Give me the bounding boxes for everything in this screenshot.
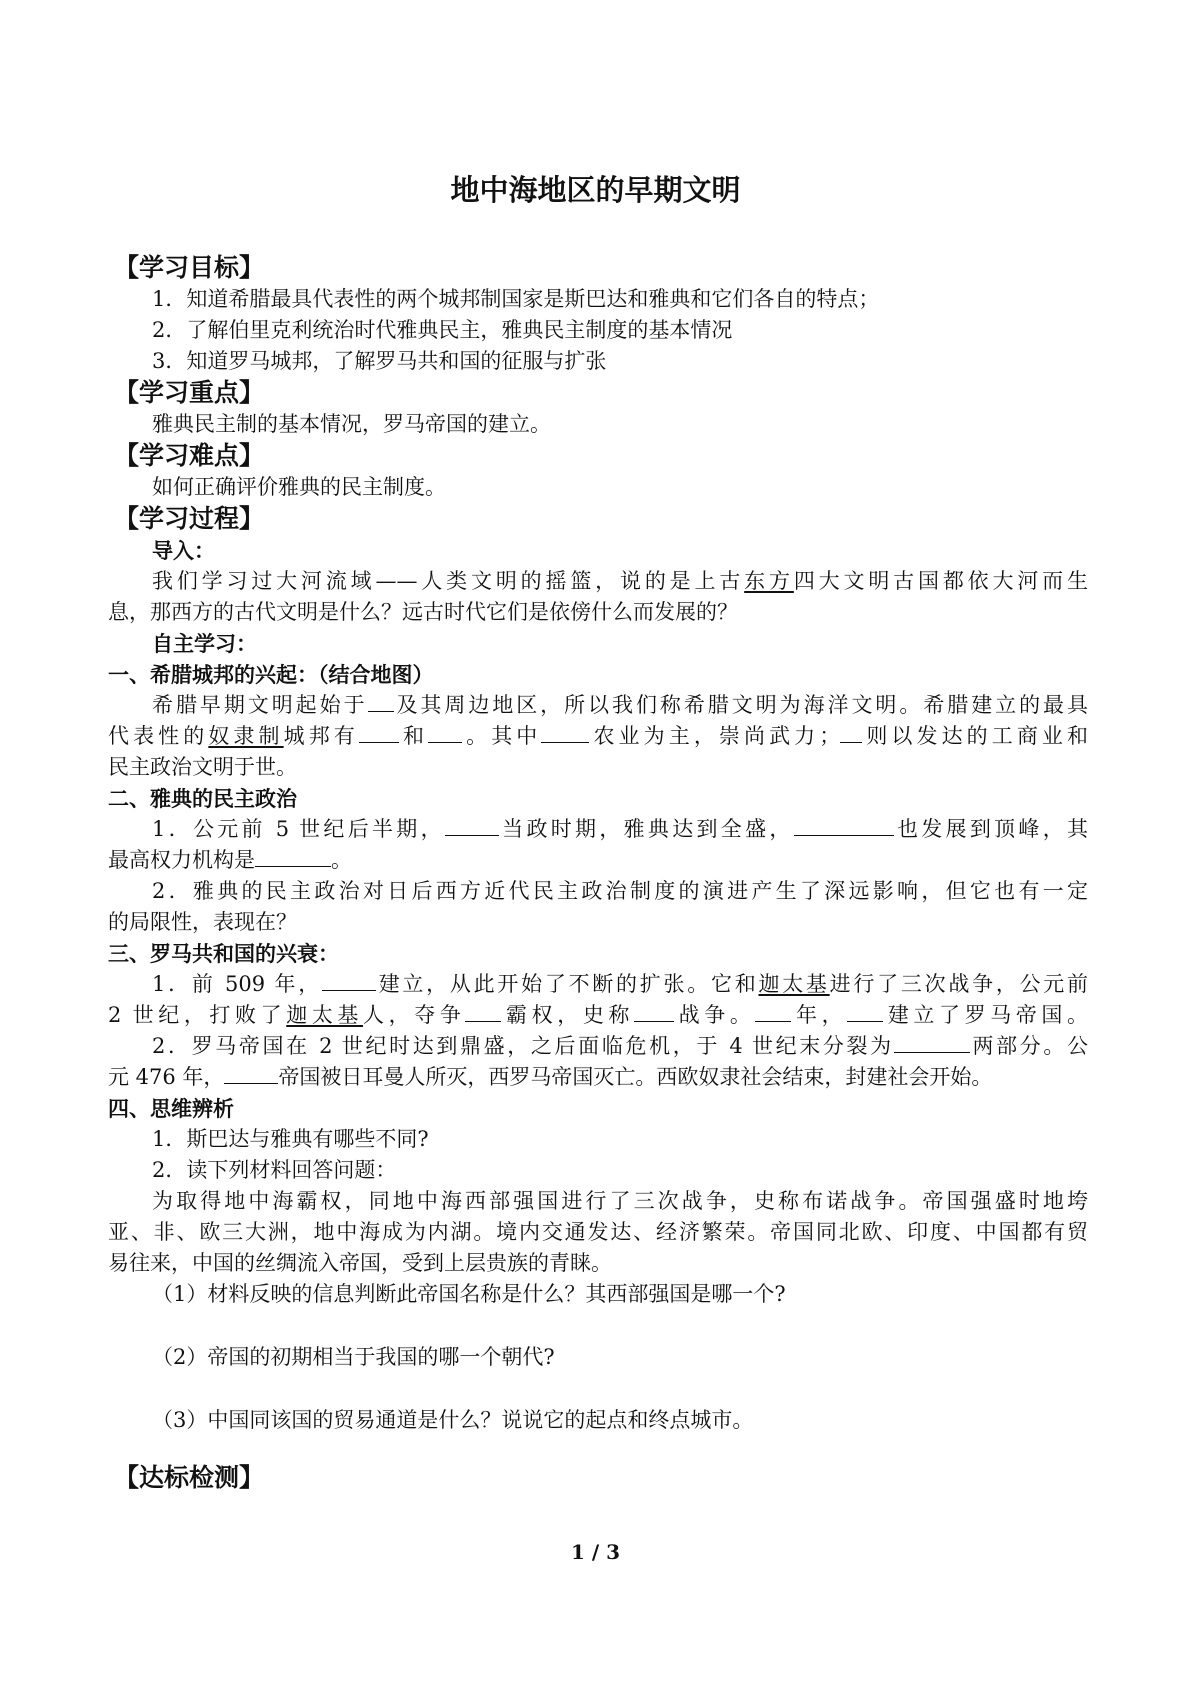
paragraph-line: 民主政治文明于世。 — [108, 755, 297, 779]
section-heading: 四、思维辨析 — [108, 1096, 234, 1121]
check-heading: 【达标检测】 — [114, 1463, 265, 1492]
fill-blank[interactable] — [224, 1065, 278, 1084]
fill-blank[interactable] — [755, 1003, 791, 1022]
underlined-term: 奴隶制 — [208, 724, 284, 748]
question-item: 2．读下列材料回答问题： — [152, 1158, 397, 1182]
underlined-term: 迦太基 — [758, 972, 830, 996]
self-study-label: 自主学习： — [152, 631, 257, 656]
objective-item: 3．知道罗马城邦，了解罗马共和国的征服与扩张 — [152, 349, 607, 373]
fill-blank[interactable] — [428, 724, 462, 743]
paragraph-line: 1．公元前 5 世纪后半期， 当政时期，雅典达到全盛， 也发展到顶峰，其 — [152, 817, 1089, 841]
paragraph-line: 1．前 509 年， 建立，从此开始了不断的扩张。它和迦太基进行了三次战争，公元前 — [152, 972, 1089, 996]
fill-blank[interactable] — [359, 724, 399, 743]
question-item: 1．斯巴达与雅典有哪些不同? — [152, 1127, 429, 1151]
page-number: 1 / 3 — [570, 1540, 621, 1564]
difficulties-heading: 【学习难点】 — [114, 441, 265, 470]
paragraph-line: 最高权力机构是 。 — [108, 848, 352, 872]
objectives-heading: 【学习目标】 — [114, 253, 265, 282]
underlined-term: 迦太基 — [286, 1003, 364, 1027]
section-heading: 三、罗马共和国的兴衰： — [108, 941, 339, 966]
document-body — [108, 252, 1088, 1494]
fill-blank[interactable] — [255, 848, 331, 867]
objective-item: 1．知道希腊最具代表性的两个城邦制国家是斯巴达和雅典和它们各自的特点； — [152, 287, 880, 311]
fill-blank[interactable] — [840, 724, 862, 743]
objective-item: 2．了解伯里克利统治时代雅典民主，雅典民主制度的基本情况 — [152, 318, 733, 342]
process-heading: 【学习过程】 — [114, 504, 265, 533]
paragraph-line: 的局限性，表现在？ — [108, 910, 297, 934]
material-line: 易往来，中国的丝绸流入帝国，受到上层贵族的青睐。 — [108, 1251, 612, 1275]
paragraph-line: 2 世纪，打败了迦太基人，夺争 霸权，史称 战争。 年， 建立了罗马帝国。 — [108, 1003, 1089, 1027]
key-points-text: 雅典民主制的基本情况，罗马帝国的建立。 — [152, 412, 551, 436]
sub-question: （2）帝国的初期相当于我国的哪一个朝代? — [152, 1345, 555, 1369]
paragraph-line: 代表性的奴隶制城邦有 和 。其中 农业为主，崇尚武力； 则以发达的工商业和 — [108, 724, 1089, 748]
fill-blank[interactable] — [847, 1003, 883, 1022]
sub-question: （3）中国同该国的贸易通道是什么？说说它的起点和终点城市。 — [152, 1408, 754, 1432]
intro-paragraph-line: 我们学习过大河流域——人类文明的摇篮，说的是上古东方四大文明古国都依大河而生 — [152, 569, 1089, 593]
section-heading: 二、雅典的民主政治 — [108, 786, 297, 811]
underlined-term: 东方 — [744, 569, 794, 593]
difficulties-text: 如何正确评价雅典的民主制度。 — [152, 475, 446, 499]
fill-blank[interactable] — [368, 693, 394, 712]
paragraph-line: 元 476 年， 帝国被日耳曼人所灭，西罗马帝国灭亡。西欧奴隶社会结束，封建社会开始。 — [108, 1065, 993, 1089]
key-points-heading: 【学习重点】 — [114, 378, 265, 407]
fill-blank[interactable] — [541, 724, 589, 743]
section-heading: 一、希腊城邦的兴起：（结合地图） — [108, 662, 434, 687]
fill-blank[interactable] — [634, 1003, 674, 1022]
fill-blank[interactable] — [894, 1034, 970, 1053]
paragraph-line: 2．雅典的民主政治对日后西方近代民主政治制度的演进产生了深远影响，但它也有一定 — [152, 879, 1088, 903]
fill-blank[interactable] — [322, 972, 376, 991]
sub-question: （1）材料反映的信息判断此帝国名称是什么？其西部强国是哪一个? — [152, 1282, 786, 1306]
paragraph-line: 希腊早期文明起始于 及其周边地区，所以我们称希腊文明为海洋文明。希腊建立的最具 — [152, 693, 1089, 717]
intro-paragraph-line: 息，那西方的古代文明是什么？远古时代它们是依傍什么而发展的？ — [108, 600, 738, 624]
material-line: 亚、非、欧三大洲，地中海成为内湖。境内交通发达、经济繁荣。帝国同北欧、印度、中国都有贸 — [108, 1220, 1088, 1244]
material-line: 为取得地中海霸权，同地中海西部强国进行了三次战争，史称布诺战争。帝国强盛时地垮 — [152, 1189, 1088, 1213]
intro-label: 导入： — [152, 538, 215, 563]
page-title: 地中海地区的早期文明 — [450, 173, 741, 207]
paragraph-line: 2．罗马帝国在 2 世纪时达到鼎盛，之后面临危机，于 4 世纪末分裂为 两部分。公 — [152, 1034, 1089, 1058]
fill-blank[interactable] — [794, 817, 894, 836]
fill-blank[interactable] — [445, 817, 499, 836]
fill-blank[interactable] — [465, 1003, 501, 1022]
